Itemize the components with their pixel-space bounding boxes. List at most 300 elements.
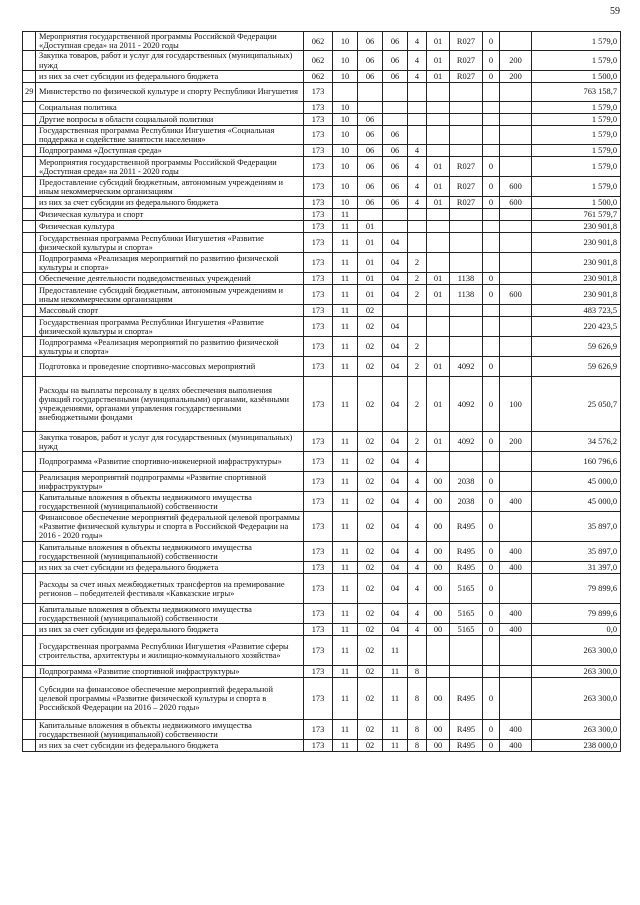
row-number — [23, 337, 36, 357]
code-pr: 02 — [358, 305, 383, 317]
code-vr — [500, 666, 532, 678]
code-gr: 173 — [304, 740, 333, 752]
code-program: 04 — [383, 253, 408, 273]
amount: 230 901,8 — [532, 233, 621, 253]
code-vr: 600 — [500, 177, 532, 197]
code-direction: R495 — [450, 512, 483, 542]
code-event: 00 — [427, 740, 450, 752]
code-zero: 0 — [483, 562, 500, 574]
code-program — [383, 209, 408, 221]
expense-name: Государственная программа Республики Ингушетия «Развитие физической культуры и спорта» — [36, 233, 304, 253]
table-body — [23, 32, 621, 752]
code-program: 11 — [383, 740, 408, 752]
code-vr: 200 — [500, 51, 532, 70]
table-row — [23, 432, 621, 452]
code-program: 11 — [383, 720, 408, 740]
code-vr — [500, 574, 532, 604]
amount: 1 579,0 — [532, 101, 621, 113]
row-number — [23, 432, 36, 452]
code-direction: R027 — [450, 32, 483, 51]
amount: 1 500,0 — [532, 70, 621, 82]
row-number — [23, 197, 36, 209]
code-event — [427, 253, 450, 273]
code-rz: 11 — [333, 740, 358, 752]
code-direction — [450, 145, 483, 157]
row-number — [23, 492, 36, 512]
code-gr: 173 — [304, 624, 333, 636]
code-pr: 01 — [358, 233, 383, 253]
code-event — [427, 452, 450, 472]
code-subprogram: 8 — [408, 740, 427, 752]
code-rz: 11 — [333, 542, 358, 562]
code-direction — [450, 101, 483, 113]
expense-name: Предоставление субсидий бюджетным, автономным учреждениям и иным некоммерческим организациям — [36, 177, 304, 197]
code-program — [383, 113, 408, 125]
code-vr — [500, 32, 532, 51]
code-zero — [483, 337, 500, 357]
code-zero: 0 — [483, 285, 500, 305]
code-pr: 01 — [358, 253, 383, 273]
code-gr: 173 — [304, 432, 333, 452]
code-pr: 02 — [358, 377, 383, 432]
row-number — [23, 604, 36, 624]
code-gr: 173 — [304, 209, 333, 221]
code-subprogram: 4 — [408, 604, 427, 624]
code-direction: R027 — [450, 157, 483, 177]
row-number — [23, 357, 36, 377]
code-rz: 11 — [333, 574, 358, 604]
code-event: 01 — [427, 177, 450, 197]
code-program: 04 — [383, 574, 408, 604]
code-direction: 5165 — [450, 604, 483, 624]
row-number — [23, 101, 36, 113]
code-zero: 0 — [483, 740, 500, 752]
code-subprogram: 2 — [408, 273, 427, 285]
code-pr: 02 — [358, 666, 383, 678]
amount: 230 901,8 — [532, 253, 621, 273]
code-program: 04 — [383, 512, 408, 542]
code-gr: 173 — [304, 337, 333, 357]
code-vr: 400 — [500, 542, 532, 562]
code-subprogram: 4 — [408, 542, 427, 562]
code-subprogram: 2 — [408, 357, 427, 377]
expense-name: Финансовое обеспечение мероприятий федеральной целевой программы «Развитие физической культуры и спорта в Российской Федерации на 2016 - 2020 годы» — [36, 512, 304, 542]
expense-name: Физическая культура и спорт — [36, 209, 304, 221]
code-zero: 0 — [483, 624, 500, 636]
amount: 31 397,0 — [532, 562, 621, 574]
code-subprogram: 4 — [408, 157, 427, 177]
code-zero: 0 — [483, 377, 500, 432]
code-rz: 11 — [333, 492, 358, 512]
code-program — [383, 82, 408, 101]
amount: 1 579,0 — [532, 113, 621, 125]
code-gr: 173 — [304, 157, 333, 177]
code-pr: 06 — [358, 70, 383, 82]
code-zero: 0 — [483, 604, 500, 624]
code-zero: 0 — [483, 357, 500, 377]
code-pr: 01 — [358, 221, 383, 233]
code-subprogram: 2 — [408, 253, 427, 273]
expense-name: из них за счет субсидии из федерального бюджета — [36, 70, 304, 82]
expense-name: Обеспечение деятельности подведомственных учреждений — [36, 273, 304, 285]
code-vr: 600 — [500, 197, 532, 209]
row-number — [23, 574, 36, 604]
code-program: 04 — [383, 357, 408, 377]
code-vr: 400 — [500, 740, 532, 752]
table-row — [23, 740, 621, 752]
code-gr: 062 — [304, 32, 333, 51]
code-vr: 100 — [500, 377, 532, 432]
code-vr — [500, 221, 532, 233]
amount: 1 579,0 — [532, 157, 621, 177]
code-direction — [450, 221, 483, 233]
amount: 35 897,0 — [532, 542, 621, 562]
code-zero — [483, 145, 500, 157]
code-vr: 400 — [500, 492, 532, 512]
code-subprogram: 2 — [408, 377, 427, 432]
code-pr: 01 — [358, 285, 383, 305]
row-number — [23, 452, 36, 472]
row-number — [23, 273, 36, 285]
code-pr: 02 — [358, 317, 383, 337]
code-gr: 173 — [304, 574, 333, 604]
code-zero — [483, 82, 500, 101]
code-rz: 10 — [333, 145, 358, 157]
expense-name: Подпрограмма «Развитие спортивной инфраструктуры» — [36, 666, 304, 678]
code-event — [427, 101, 450, 113]
code-program: 04 — [383, 562, 408, 574]
code-program: 04 — [383, 377, 408, 432]
code-subprogram — [408, 233, 427, 253]
amount: 263 300,0 — [532, 666, 621, 678]
code-pr: 02 — [358, 720, 383, 740]
code-program: 04 — [383, 604, 408, 624]
code-event: 00 — [427, 574, 450, 604]
code-gr: 173 — [304, 197, 333, 209]
code-pr: 02 — [358, 574, 383, 604]
code-program: 06 — [383, 145, 408, 157]
code-direction: R027 — [450, 70, 483, 82]
code-subprogram: 4 — [408, 145, 427, 157]
table-row — [23, 636, 621, 666]
code-subprogram: 4 — [408, 452, 427, 472]
code-event: 01 — [427, 51, 450, 70]
code-event — [427, 209, 450, 221]
amount: 230 901,8 — [532, 285, 621, 305]
code-gr: 173 — [304, 562, 333, 574]
code-vr — [500, 273, 532, 285]
table-row — [23, 678, 621, 720]
code-pr: 02 — [358, 740, 383, 752]
table-row — [23, 70, 621, 82]
code-gr: 173 — [304, 273, 333, 285]
code-zero: 0 — [483, 177, 500, 197]
code-program: 06 — [383, 197, 408, 209]
code-subprogram: 8 — [408, 678, 427, 720]
code-rz: 11 — [333, 221, 358, 233]
code-subprogram: 8 — [408, 720, 427, 740]
code-program: 11 — [383, 678, 408, 720]
code-pr: 06 — [358, 145, 383, 157]
code-program: 06 — [383, 32, 408, 51]
code-pr: 06 — [358, 125, 383, 144]
code-pr: 02 — [358, 472, 383, 492]
expense-name: Социальная политика — [36, 101, 304, 113]
amount: 79 899,6 — [532, 574, 621, 604]
amount: 160 796,6 — [532, 452, 621, 472]
code-event — [427, 337, 450, 357]
code-vr — [500, 233, 532, 253]
code-pr: 02 — [358, 432, 383, 452]
code-pr: 02 — [358, 357, 383, 377]
code-direction: 5165 — [450, 574, 483, 604]
code-subprogram — [408, 305, 427, 317]
code-direction: 1138 — [450, 285, 483, 305]
code-event: 01 — [427, 285, 450, 305]
table-row — [23, 253, 621, 273]
code-gr: 173 — [304, 636, 333, 666]
code-rz: 11 — [333, 285, 358, 305]
code-rz: 10 — [333, 125, 358, 144]
code-event: 00 — [427, 604, 450, 624]
code-direction: R495 — [450, 542, 483, 562]
code-event: 00 — [427, 624, 450, 636]
amount: 34 576,2 — [532, 432, 621, 452]
code-gr: 173 — [304, 233, 333, 253]
code-subprogram: 4 — [408, 624, 427, 636]
code-direction — [450, 305, 483, 317]
code-event — [427, 82, 450, 101]
expense-name: Подпрограмма «Реализация мероприятий по развитию физической культуры и спорта» — [36, 253, 304, 273]
expense-name: Предоставление субсидий бюджетным, автономным учреждениям и иным некоммерческим организациям — [36, 285, 304, 305]
expense-name: Капитальные вложения в объекты недвижимого имущества государственной (муниципальной) собственности — [36, 604, 304, 624]
expense-name: из них за счет субсидии из федерального бюджета — [36, 624, 304, 636]
code-gr: 062 — [304, 51, 333, 70]
code-program: 04 — [383, 432, 408, 452]
code-rz: 10 — [333, 101, 358, 113]
code-zero — [483, 253, 500, 273]
amount: 59 626,9 — [532, 357, 621, 377]
amount: 763 158,7 — [532, 82, 621, 101]
expense-name: Министерство по физической культуре и спорту Республики Ингушетия — [36, 82, 304, 101]
amount: 230 901,8 — [532, 221, 621, 233]
amount: 79 899,6 — [532, 604, 621, 624]
amount: 263 300,0 — [532, 678, 621, 720]
code-vr — [500, 357, 532, 377]
table-row — [23, 101, 621, 113]
code-pr: 06 — [358, 113, 383, 125]
row-number — [23, 125, 36, 144]
code-subprogram: 2 — [408, 432, 427, 452]
code-event — [427, 666, 450, 678]
table-row — [23, 82, 621, 101]
amount: 0,0 — [532, 624, 621, 636]
code-subprogram — [408, 209, 427, 221]
table-row — [23, 512, 621, 542]
code-zero: 0 — [483, 70, 500, 82]
table-row — [23, 113, 621, 125]
row-number — [23, 317, 36, 337]
code-program — [383, 221, 408, 233]
code-direction — [450, 113, 483, 125]
table-row — [23, 604, 621, 624]
amount: 483 723,5 — [532, 305, 621, 317]
code-zero: 0 — [483, 472, 500, 492]
code-pr: 01 — [358, 273, 383, 285]
code-gr: 173 — [304, 678, 333, 720]
code-direction: R495 — [450, 562, 483, 574]
code-subprogram — [408, 317, 427, 337]
code-vr — [500, 317, 532, 337]
row-number — [23, 51, 36, 70]
code-zero — [483, 221, 500, 233]
expense-name: Расходы за счет иных межбюджетных трансфертов на премирование регионов – победителей фестиваля «Кавказские игры» — [36, 574, 304, 604]
code-rz: 11 — [333, 636, 358, 666]
code-vr — [500, 157, 532, 177]
row-number — [23, 113, 36, 125]
row-number — [23, 740, 36, 752]
code-rz: 11 — [333, 720, 358, 740]
code-rz: 11 — [333, 337, 358, 357]
expense-name: Государственная программа Республики Ингушетия «Развитие физической культуры и спорта» — [36, 317, 304, 337]
row-number — [23, 177, 36, 197]
row-number — [23, 562, 36, 574]
code-event: 00 — [427, 562, 450, 574]
code-program: 06 — [383, 70, 408, 82]
amount: 1 500,0 — [532, 197, 621, 209]
code-subprogram: 2 — [408, 285, 427, 305]
code-rz: 11 — [333, 305, 358, 317]
code-zero — [483, 233, 500, 253]
code-vr — [500, 253, 532, 273]
code-rz: 11 — [333, 562, 358, 574]
code-direction: R027 — [450, 51, 483, 70]
code-zero — [483, 113, 500, 125]
code-zero: 0 — [483, 512, 500, 542]
code-pr: 06 — [358, 177, 383, 197]
code-subprogram — [408, 125, 427, 144]
code-gr: 173 — [304, 357, 333, 377]
code-rz: 10 — [333, 113, 358, 125]
code-gr: 173 — [304, 720, 333, 740]
code-rz: 10 — [333, 32, 358, 51]
code-program: 06 — [383, 51, 408, 70]
code-subprogram: 4 — [408, 51, 427, 70]
table-row — [23, 305, 621, 317]
table-row — [23, 221, 621, 233]
row-number — [23, 209, 36, 221]
code-vr — [500, 472, 532, 492]
code-rz: 10 — [333, 70, 358, 82]
expense-name: Закупка товаров, работ и услуг для государственных (муниципальных) нужд — [36, 51, 304, 70]
code-event: 01 — [427, 377, 450, 432]
code-subprogram — [408, 636, 427, 666]
code-pr: 06 — [358, 32, 383, 51]
code-event: 00 — [427, 542, 450, 562]
code-gr: 173 — [304, 285, 333, 305]
code-pr: 02 — [358, 337, 383, 357]
code-vr — [500, 678, 532, 720]
code-subprogram: 4 — [408, 574, 427, 604]
code-vr — [500, 125, 532, 144]
code-zero: 0 — [483, 157, 500, 177]
code-subprogram — [408, 221, 427, 233]
code-program: 06 — [383, 177, 408, 197]
code-program: 04 — [383, 337, 408, 357]
code-rz: 11 — [333, 357, 358, 377]
code-vr — [500, 113, 532, 125]
code-direction: R495 — [450, 740, 483, 752]
code-event: 00 — [427, 720, 450, 740]
code-event — [427, 305, 450, 317]
code-pr: 02 — [358, 678, 383, 720]
code-rz: 10 — [333, 177, 358, 197]
table-row — [23, 472, 621, 492]
code-direction: 2038 — [450, 472, 483, 492]
code-zero — [483, 636, 500, 666]
row-number — [23, 542, 36, 562]
code-event: 01 — [427, 432, 450, 452]
row-number — [23, 70, 36, 82]
code-gr: 173 — [304, 125, 333, 144]
code-gr: 173 — [304, 377, 333, 432]
code-direction: R495 — [450, 720, 483, 740]
amount: 220 423,5 — [532, 317, 621, 337]
code-direction — [450, 666, 483, 678]
code-zero: 0 — [483, 51, 500, 70]
amount: 761 579,7 — [532, 209, 621, 221]
code-vr — [500, 145, 532, 157]
code-program: 04 — [383, 273, 408, 285]
code-program — [383, 101, 408, 113]
expense-name: Массовый спорт — [36, 305, 304, 317]
code-pr: 02 — [358, 512, 383, 542]
code-vr: 200 — [500, 432, 532, 452]
code-vr: 400 — [500, 562, 532, 574]
row-number — [23, 512, 36, 542]
code-direction — [450, 636, 483, 666]
code-event: 01 — [427, 70, 450, 82]
table-row — [23, 233, 621, 253]
expense-name: Мероприятия государственной программы Российской Федерации «Доступная среда» на 2011 - 2020 годы — [36, 157, 304, 177]
code-vr: 400 — [500, 624, 532, 636]
code-zero: 0 — [483, 32, 500, 51]
amount: 1 579,0 — [532, 32, 621, 51]
code-direction — [450, 233, 483, 253]
code-subprogram: 2 — [408, 337, 427, 357]
code-rz: 11 — [333, 666, 358, 678]
table-row — [23, 125, 621, 144]
code-pr — [358, 82, 383, 101]
code-gr: 173 — [304, 221, 333, 233]
expense-name: Подпрограмма «Реализация мероприятий по развитию физической культуры и спорта» — [36, 337, 304, 357]
code-gr: 173 — [304, 492, 333, 512]
code-zero: 0 — [483, 542, 500, 562]
code-vr — [500, 101, 532, 113]
code-gr: 173 — [304, 145, 333, 157]
amount: 35 897,0 — [532, 512, 621, 542]
table-row — [23, 720, 621, 740]
table-row — [23, 337, 621, 357]
code-event: 00 — [427, 472, 450, 492]
code-event — [427, 636, 450, 666]
code-event — [427, 113, 450, 125]
code-rz — [333, 82, 358, 101]
code-zero — [483, 666, 500, 678]
code-pr: 02 — [358, 604, 383, 624]
code-vr — [500, 82, 532, 101]
code-pr: 02 — [358, 452, 383, 472]
